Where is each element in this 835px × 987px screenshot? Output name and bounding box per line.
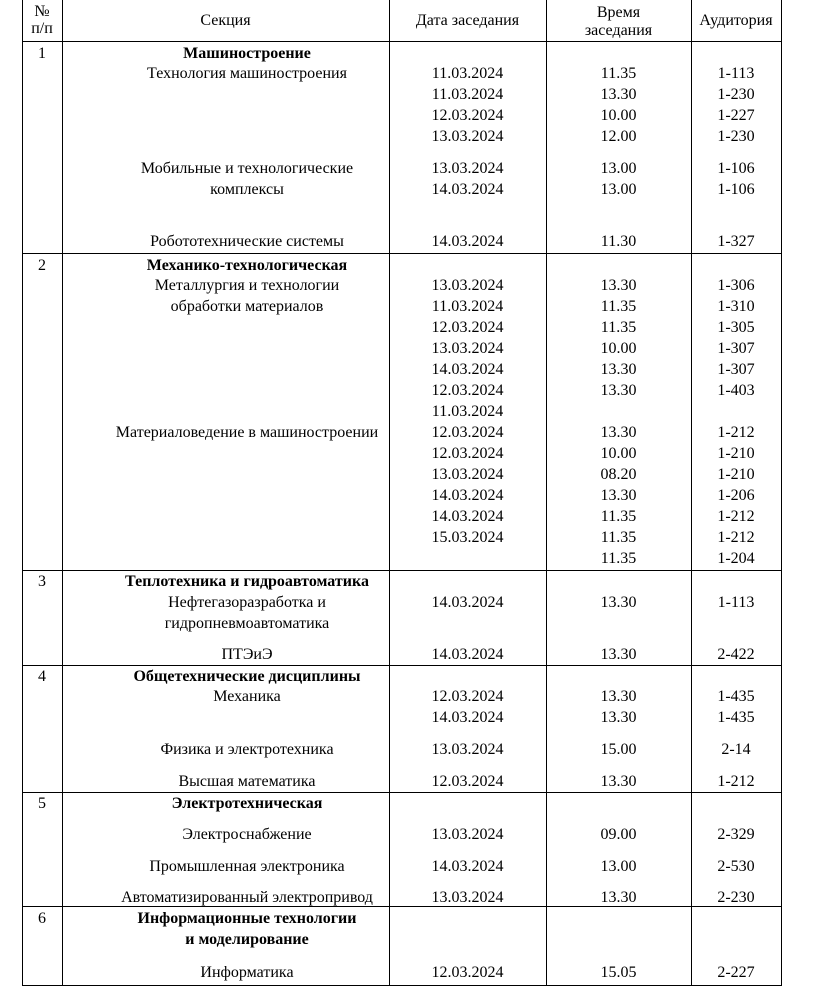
session-room: 1-210 (717, 445, 755, 462)
session-room: 2-329 (717, 826, 755, 843)
table-border-bottom (22, 985, 782, 986)
header-time-line2: заседания (584, 22, 653, 39)
section-name: Технология машиностроения (147, 65, 347, 82)
session-date: 13.03.2024 (431, 340, 504, 357)
session-room: 2-227 (717, 964, 755, 981)
session-date: 13.03.2024 (431, 128, 504, 145)
session-room: 1-327 (717, 233, 755, 250)
section-name: Промышленная электроника (149, 858, 345, 875)
session-room: 1-305 (717, 319, 755, 336)
group-number: 2 (38, 257, 46, 274)
session-room: 2-422 (717, 646, 755, 663)
session-time: 10.00 (600, 107, 637, 124)
session-date: 13.03.2024 (431, 826, 504, 843)
session-time: 13.30 (600, 86, 637, 103)
session-room: 2-530 (717, 858, 755, 875)
session-time: 13.00 (600, 858, 637, 875)
session-time: 13.30 (600, 361, 637, 378)
section-name: Высшая математика (178, 773, 316, 790)
session-date: 13.03.2024 (431, 466, 504, 483)
group-title: Общетехнические дисциплины (133, 668, 361, 685)
section-name: Электроснабжение (182, 826, 312, 843)
session-date: 14.03.2024 (431, 181, 504, 198)
session-room: 1-403 (717, 382, 755, 399)
group-number: 6 (38, 910, 46, 927)
session-room: 1-435 (717, 688, 755, 705)
section-name: обработки материалов (170, 298, 324, 315)
session-time: 11.35 (600, 508, 637, 525)
session-date: 12.03.2024 (431, 107, 504, 124)
session-time: 13.30 (600, 646, 637, 663)
group-title: Теплотехника и гидроавтоматика (125, 573, 369, 590)
session-date: 11.03.2024 (431, 298, 504, 315)
session-room: 1-230 (717, 128, 755, 145)
schedule-table (22, 0, 782, 986)
session-date: 12.03.2024 (431, 382, 504, 399)
section-name: Металлургия и технологии (154, 277, 340, 294)
session-room: 1-435 (717, 709, 755, 726)
session-date: 13.03.2024 (431, 741, 504, 758)
group-number: 4 (38, 668, 46, 685)
header-time-line1: Время (596, 4, 641, 21)
group-number: 5 (38, 795, 46, 812)
session-room: 1-106 (717, 181, 755, 198)
section-name: гидропневмоавтоматика (164, 615, 330, 632)
session-date: 11.03.2024 (431, 65, 504, 82)
session-time: 13.30 (600, 277, 637, 294)
header-room: Аудитория (699, 12, 773, 29)
header-section: Секция (200, 12, 251, 29)
session-time: 13.00 (600, 181, 637, 198)
session-time: 13.30 (600, 773, 637, 790)
session-room: 1-113 (717, 594, 755, 611)
session-time: 15.05 (600, 964, 637, 981)
session-room: 2-230 (717, 889, 755, 906)
session-date: 14.03.2024 (431, 646, 504, 663)
session-date: 14.03.2024 (431, 858, 504, 875)
session-time: 09.00 (600, 826, 637, 843)
header-num-line2: п/п (31, 20, 53, 37)
session-date: 14.03.2024 (431, 233, 504, 250)
session-time: 13.30 (600, 424, 637, 441)
session-date: 13.03.2024 (431, 889, 504, 906)
section-name: ПТЭиЭ (221, 646, 273, 663)
header-date: Дата заседания (415, 12, 520, 29)
table-border-left (22, 0, 23, 986)
section-name: Механика (213, 688, 281, 705)
session-date: 14.03.2024 (431, 487, 504, 504)
session-date: 14.03.2024 (431, 594, 504, 611)
session-date: 12.03.2024 (431, 773, 504, 790)
session-time: 11.35 (600, 319, 637, 336)
session-time: 11.35 (600, 550, 637, 567)
group-number: 3 (38, 573, 46, 590)
row-divider-1 (22, 253, 782, 254)
section-name: комплексы (210, 181, 284, 198)
session-time: 15.00 (600, 741, 637, 758)
session-room: 1-212 (717, 773, 755, 790)
header-num-line1: № (34, 3, 50, 20)
session-time: 11.35 (600, 529, 637, 546)
session-room: 1-306 (717, 277, 755, 294)
session-time: 10.00 (600, 445, 637, 462)
session-room: 1-227 (717, 107, 755, 124)
section-name: Материаловедение в машиностроении (115, 424, 379, 441)
session-time: 13.30 (600, 487, 637, 504)
section-name: Нефтегазоразработка и (168, 594, 326, 611)
session-room: 2-14 (721, 741, 751, 758)
section-name: Робототехнические системы (150, 233, 344, 250)
group-title: Информационные технологии (137, 910, 357, 927)
session-room: 1-106 (717, 160, 755, 177)
session-date: 13.03.2024 (431, 277, 504, 294)
session-date: 11.03.2024 (431, 403, 504, 420)
session-time: 12.00 (600, 128, 637, 145)
session-room: 1-310 (717, 298, 755, 315)
session-date: 13.03.2024 (431, 160, 504, 177)
session-room: 1-230 (717, 86, 755, 103)
session-date: 15.03.2024 (431, 529, 504, 546)
section-name: Физика и электротехника (160, 741, 334, 758)
session-room: 1-212 (717, 508, 755, 525)
section-name: Мобильные и технологические (140, 160, 354, 177)
session-time: 13.30 (600, 382, 637, 399)
session-time: 13.30 (600, 594, 637, 611)
group-title: и моделирование (185, 931, 309, 948)
session-room: 1-212 (717, 529, 755, 546)
session-time: 11.30 (600, 233, 637, 250)
session-time: 08.20 (600, 466, 637, 483)
session-date: 14.03.2024 (431, 508, 504, 525)
group-title: Электротехническая (171, 795, 323, 812)
session-time: 13.00 (600, 160, 637, 177)
session-room: 1-307 (717, 340, 755, 357)
session-date: 12.03.2024 (431, 964, 504, 981)
session-room: 1-113 (717, 65, 755, 82)
session-room: 1-204 (717, 550, 755, 567)
session-date: 14.03.2024 (431, 709, 504, 726)
session-time: 11.35 (600, 298, 637, 315)
session-time: 10.00 (600, 340, 637, 357)
session-time: 13.30 (600, 688, 637, 705)
session-time: 13.30 (600, 709, 637, 726)
session-date: 14.03.2024 (431, 361, 504, 378)
header-bottom-line (22, 41, 782, 42)
session-room: 1-212 (717, 424, 755, 441)
session-date: 12.03.2024 (431, 445, 504, 462)
session-time: 11.35 (600, 65, 637, 82)
session-room: 1-210 (717, 466, 755, 483)
session-room: 1-307 (717, 361, 755, 378)
group-title: Механико-технологическая (146, 257, 348, 274)
session-time: 13.30 (600, 889, 637, 906)
session-room: 1-206 (717, 487, 755, 504)
session-date: 12.03.2024 (431, 319, 504, 336)
section-name: Информатика (200, 964, 294, 981)
section-name: Автоматизированный электропривод (121, 889, 373, 906)
group-title: Машиностроение (183, 45, 311, 62)
group-number: 1 (38, 45, 46, 62)
session-date: 12.03.2024 (431, 688, 504, 705)
session-date: 11.03.2024 (431, 86, 504, 103)
session-date: 12.03.2024 (431, 424, 504, 441)
table-border-right (781, 0, 782, 986)
